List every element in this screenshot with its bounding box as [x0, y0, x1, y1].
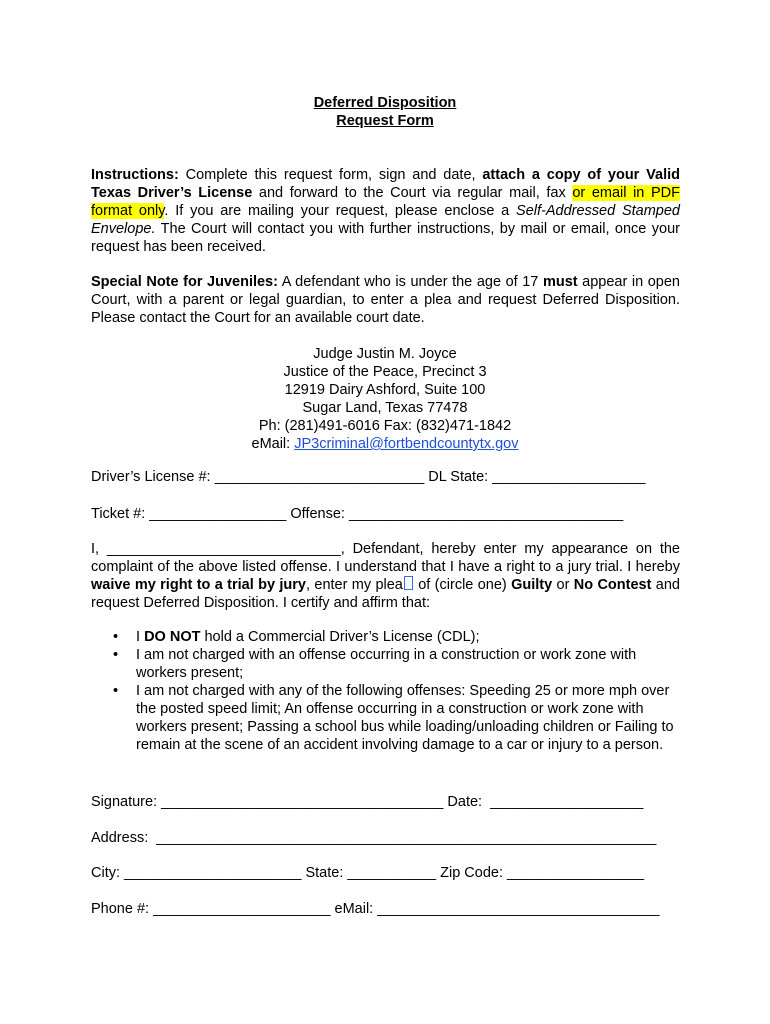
instructions-label: Instructions: [91, 167, 179, 183]
work-zone-text: I am not charged with an offense occurring in a construction or work zone with workers present; [136, 647, 637, 681]
juveniles-text-2: appear in open Court, with a parent or legal guardian, to enter a plea and request Deferred Disposition. Please contact the Court for an available court date. [91, 274, 680, 326]
instructions-paragraph [91, 166, 680, 256]
signature-field[interactable]: Signature: ___________________________________ Date: ___________________ [91, 794, 644, 810]
plea-text-5: and request Deferred Disposition. I certify and affirm that: [91, 577, 680, 611]
court-judge: Judge Justin M. Joyce [313, 346, 457, 362]
bullet-icon: • [113, 647, 119, 663]
court-city: Sugar Land, Texas 77478 [302, 400, 468, 416]
city-field[interactable]: City: ______________________ State: ___________ Zip Code: _________________ [91, 865, 645, 881]
plea-guilty-option[interactable]: Guilty [511, 577, 553, 593]
address-field[interactable]: Address: ______________________________________________________________ [91, 830, 657, 846]
bullet-icon: • [113, 629, 119, 645]
cdl-text-bold: DO NOT [144, 629, 201, 645]
certification-item-work-zone [91, 646, 681, 682]
phone-field[interactable]: Phone #: ______________________ eMail: ___________________________________ [91, 901, 660, 917]
certification-item-offenses [91, 682, 681, 754]
juveniles-text-1: A defendant who is under the age of 17 [277, 274, 543, 290]
court-email-line [0, 435, 770, 453]
plea-waive-bold: waive my right to a trial by jury [91, 577, 306, 593]
juveniles-bold: must [542, 274, 578, 290]
cdl-text-pre: I [136, 629, 145, 645]
plea-text-1: I, _____________________________, Defendant, hereby enter my appearance on the complaint of the above listed offense. I understand that I have a right to a jury trial. I hereby [91, 541, 680, 575]
form-title-line1: Deferred Disposition [313, 95, 457, 111]
court-address-block [0, 345, 770, 453]
instructions-italic: Self-Addressed Stamped Envelope. [91, 203, 680, 237]
instructions-bold: attach a copy of your Valid Texas Driver’s License [91, 167, 680, 201]
bullet-icon: • [113, 683, 119, 699]
instructions-text-4: The Court will contact you with further instructions, by mail or email, once your request has been received. [91, 221, 680, 255]
juveniles-paragraph [91, 273, 680, 327]
certification-list [91, 628, 681, 754]
certification-item-cdl [91, 628, 681, 646]
form-title-line2: Request Form [336, 113, 434, 129]
instructions-text-2: and forward to the Court via regular mail, fax [252, 185, 573, 201]
license-field[interactable]: Driver’s License #: __________________________ DL State: ___________________ [91, 469, 646, 485]
instructions-highlight: or email in PDF format only [91, 185, 680, 219]
juveniles-label: Special Note for Juveniles: [91, 274, 278, 290]
offenses-text: I am not charged with any of the following offenses: Speeding 25 or more mph over the posted speed limit; An offense occurring in a construction or work zone with workers present; Passing a school bus while loading/unloading children or Failing to remain at the scene of an accident involving damage to a car or injury to a person. [136, 683, 674, 753]
plea-no-contest-option[interactable]: No Contest [573, 577, 652, 593]
court-street: 12919 Dairy Ashford, Suite 100 [284, 382, 486, 398]
plea-paragraph [91, 540, 680, 612]
court-office: Justice of the Peace, Precinct 3 [283, 364, 487, 380]
cdl-text-post: hold a Commercial Driver’s License (CDL); [200, 629, 480, 645]
plea-text-2: , enter my plea [306, 577, 403, 593]
plea-text-4: or [552, 577, 574, 593]
court-email-label: eMail: [251, 436, 295, 452]
missing-glyph-icon [404, 576, 413, 590]
court-phone: Ph: (281)491-6016 Fax: (832)471-1842 [258, 418, 512, 434]
instructions-text-3: . If you are mailing your request, please enclose a [164, 203, 517, 219]
plea-text-3: of (circle one) [413, 577, 512, 593]
instructions-text-1: Complete this request form, sign and date, [178, 167, 483, 183]
ticket-field[interactable]: Ticket #: _________________ Offense: __________________________________ [91, 506, 624, 522]
court-email-link[interactable]: JP3criminal@fortbendcountytx.gov [294, 436, 519, 452]
